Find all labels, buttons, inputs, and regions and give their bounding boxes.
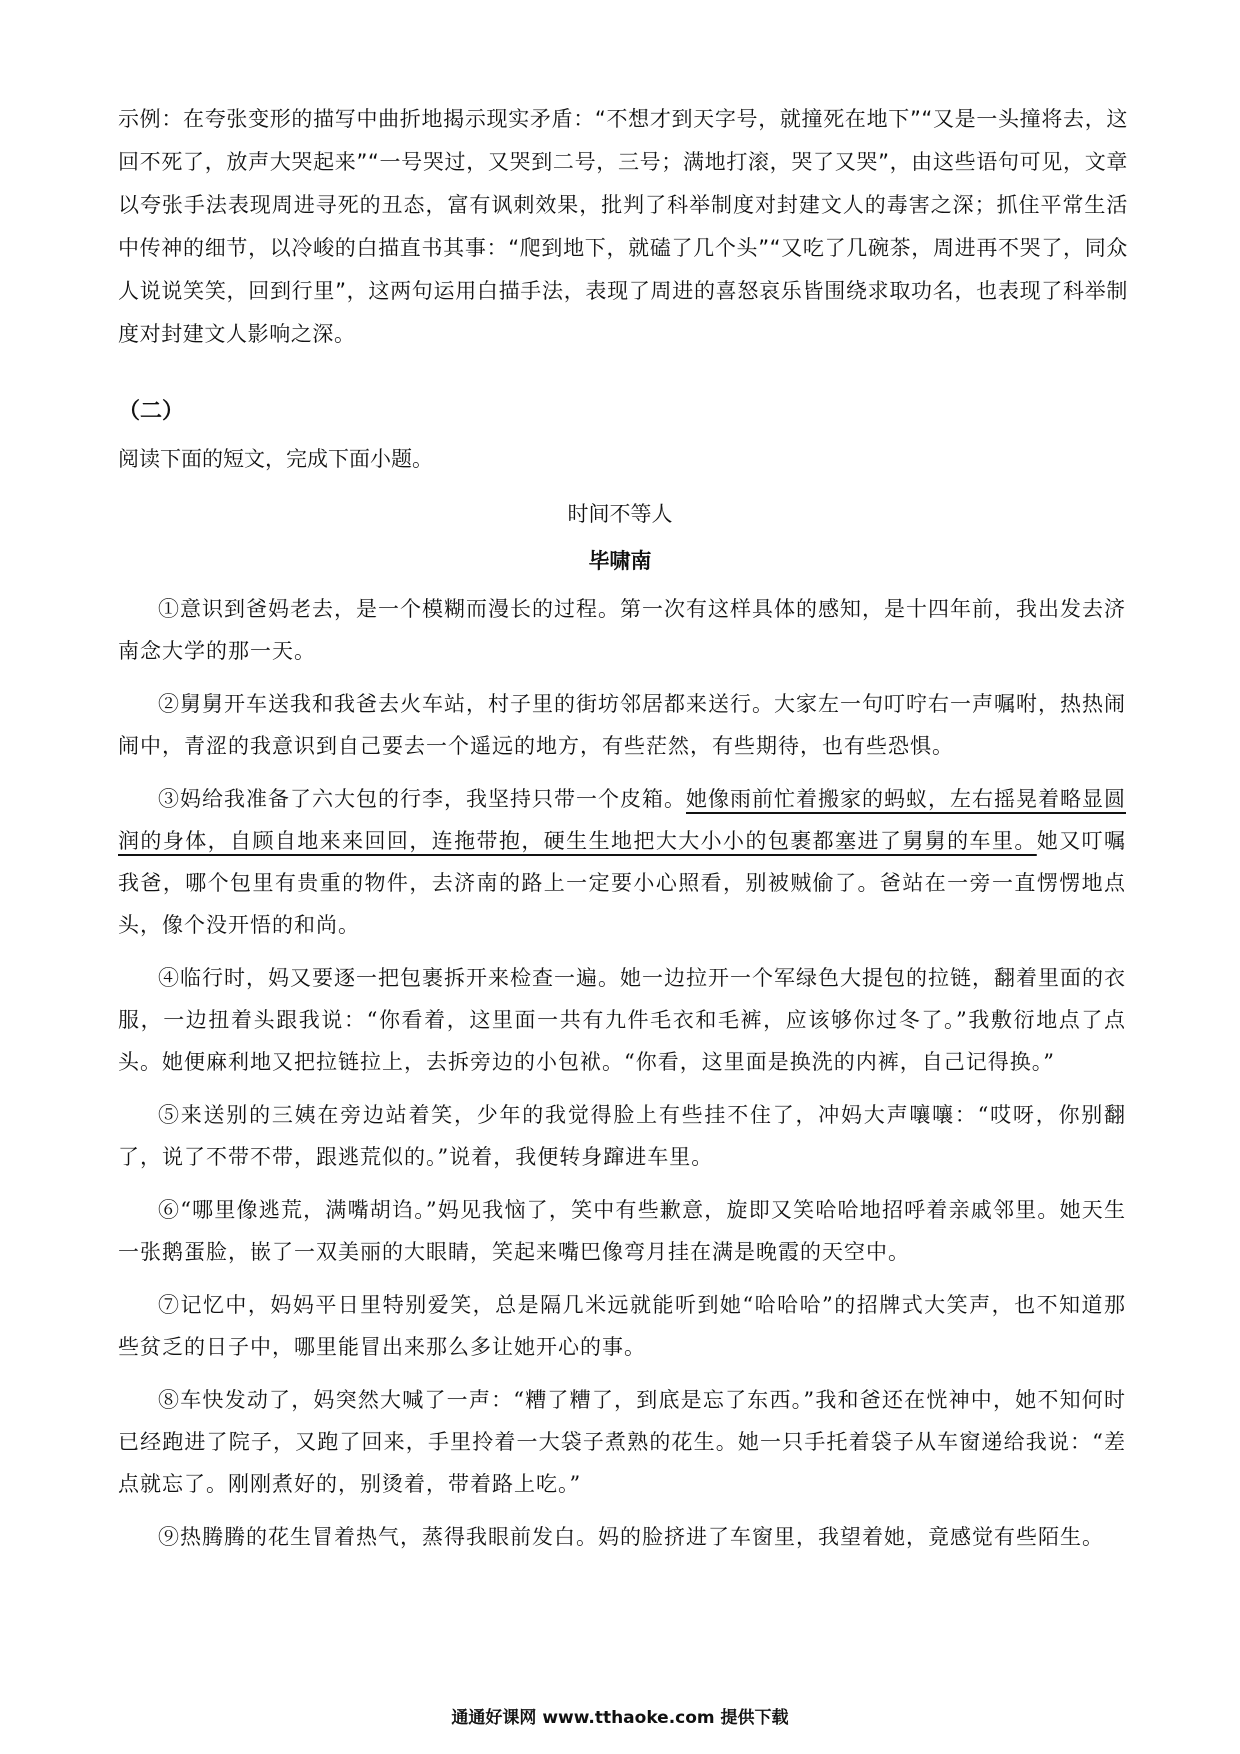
section-label: （二） [118,399,185,424]
article-title: 时间不等人 [567,502,673,526]
reading-instruction: 阅读下面的短文，完成下面小题。 [118,447,433,471]
paragraph-3-before: ③妈给我准备了六大包的行李，我坚持只带一个皮箱。 [158,787,686,811]
underlined-sentence: 她像雨前忙着搬家的蚂蚁，左右摇晃着略显圆润的身体，自顾自地来来回回，连拖带抱，硬生生地把大大小小的包裹都塞进了舅舅的车里。 [118,787,1126,853]
paragraph-8: ⑧车快发动了，妈突然大喊了一声：“糟了糟了，到底是忘了东西。”我和爸还在恍神中，她不知何时已经跑进了院子，又跑了回来，手里拎着一大袋子煮熟的花生。她一只手托着袋子从车窗递给我说：“差点就忘了。刚刚煮好的，别烫着，带着路上吃。” [118,1388,1126,1496]
paragraph-3-after: 她又叮嘱我爸，哪个包里有贵重的物件，去济南的路上一定要小心照看，别被贼偷了。爸站在一旁一直愣愣地点头，像个没开悟的和尚。 [118,829,1127,937]
paragraph-9: ⑨热腾腾的花生冒着热气，蒸得我眼前发白。妈的脸挤进了车窗里，我望着她，竟感觉有些陌生。 [158,1525,1104,1549]
answer-example-text: 示例：在夸张变形的描写中曲折地揭示现实矛盾：“不想才到天字号，就撞死在地下”“又是一头撞将去，这回不死了，放声大哭起来”“一号哭过，又哭到二号，三号；满地打滚，哭了又哭”，由这些语句可见，文章以夸张手法表现周进寻死的丑态，富有讽刺效果，批判了科举制度对封建文人的毒害之深；抓住平常生活中传神的细节，以冷峻的白描直书其事：“爬到地下，就磕了几个头”“又吃了几碗茶，周进再不哭了，同众人说说笑笑，回到行里”，这两句运用白描手法，表现了周进的喜怒哀乐皆围绕求取功名，也表现了科举制度对封建文人影响之深。 [118,107,1128,346]
paragraph-4: ④临行时，妈又要逐一把包裹拆开来检查一遍。她一边拉开一个军绿色大提包的拉链，翻着里面的衣服，一边扭着头跟我说：“你看着，这里面一共有九件毛衣和毛裤，应该够你过冬了。”我敷衍地点了点头。她便麻利地又把拉链拉上，去拆旁边的小包袱。“你看，这里面是换洗的内裤，自己记得换。” [118,966,1126,1074]
paragraph-2: ②舅舅开车送我和我爸去火车站，村子里的街坊邻居都来送行。大家左一句叮咛右一声嘱咐，热热闹闹中，青涩的我意识到自己要去一个遥远的地方，有些茫然，有些期待，也有些恐惧。 [118,692,1126,758]
article-author: 毕啸南 [588,548,652,573]
paragraph-6: ⑥“哪里像逃荒，满嘴胡诌。”妈见我恼了，笑中有些歉意，旋即又笑哈哈地招呼着亲戚邻里。她天生一张鹅蛋脸，嵌了一双美丽的大眼睛，笑起来嘴巴像弯月挂在满是晚霞的天空中。 [118,1198,1126,1264]
paragraph-1: ①意识到爸妈老去，是一个模糊而漫长的过程。第一次有这样具体的感知，是十四年前，我出发去济南念大学的那一天。 [118,597,1126,663]
page-footer: 通通好课网 www.tthaoke.com 提供下载 [451,1708,789,1728]
paragraph-3 [118,778,1126,946]
paragraph-5: ⑤来送别的三姨在旁边站着笑，少年的我觉得脸上有些挂不住了，冲妈大声嚷嚷：“哎呀，你别翻了，说了不带不带，跟逃荒似的。”说着，我便转身蹿进车里。 [118,1103,1126,1169]
paragraph-7: ⑦记忆中，妈妈平日里特别爱笑，总是隔几米远就能听到她“哈哈哈”的招牌式大笑声，也不知道那些贫乏的日子中，哪里能冒出来那么多让她开心的事。 [118,1293,1126,1359]
article-body [118,588,1126,1569]
